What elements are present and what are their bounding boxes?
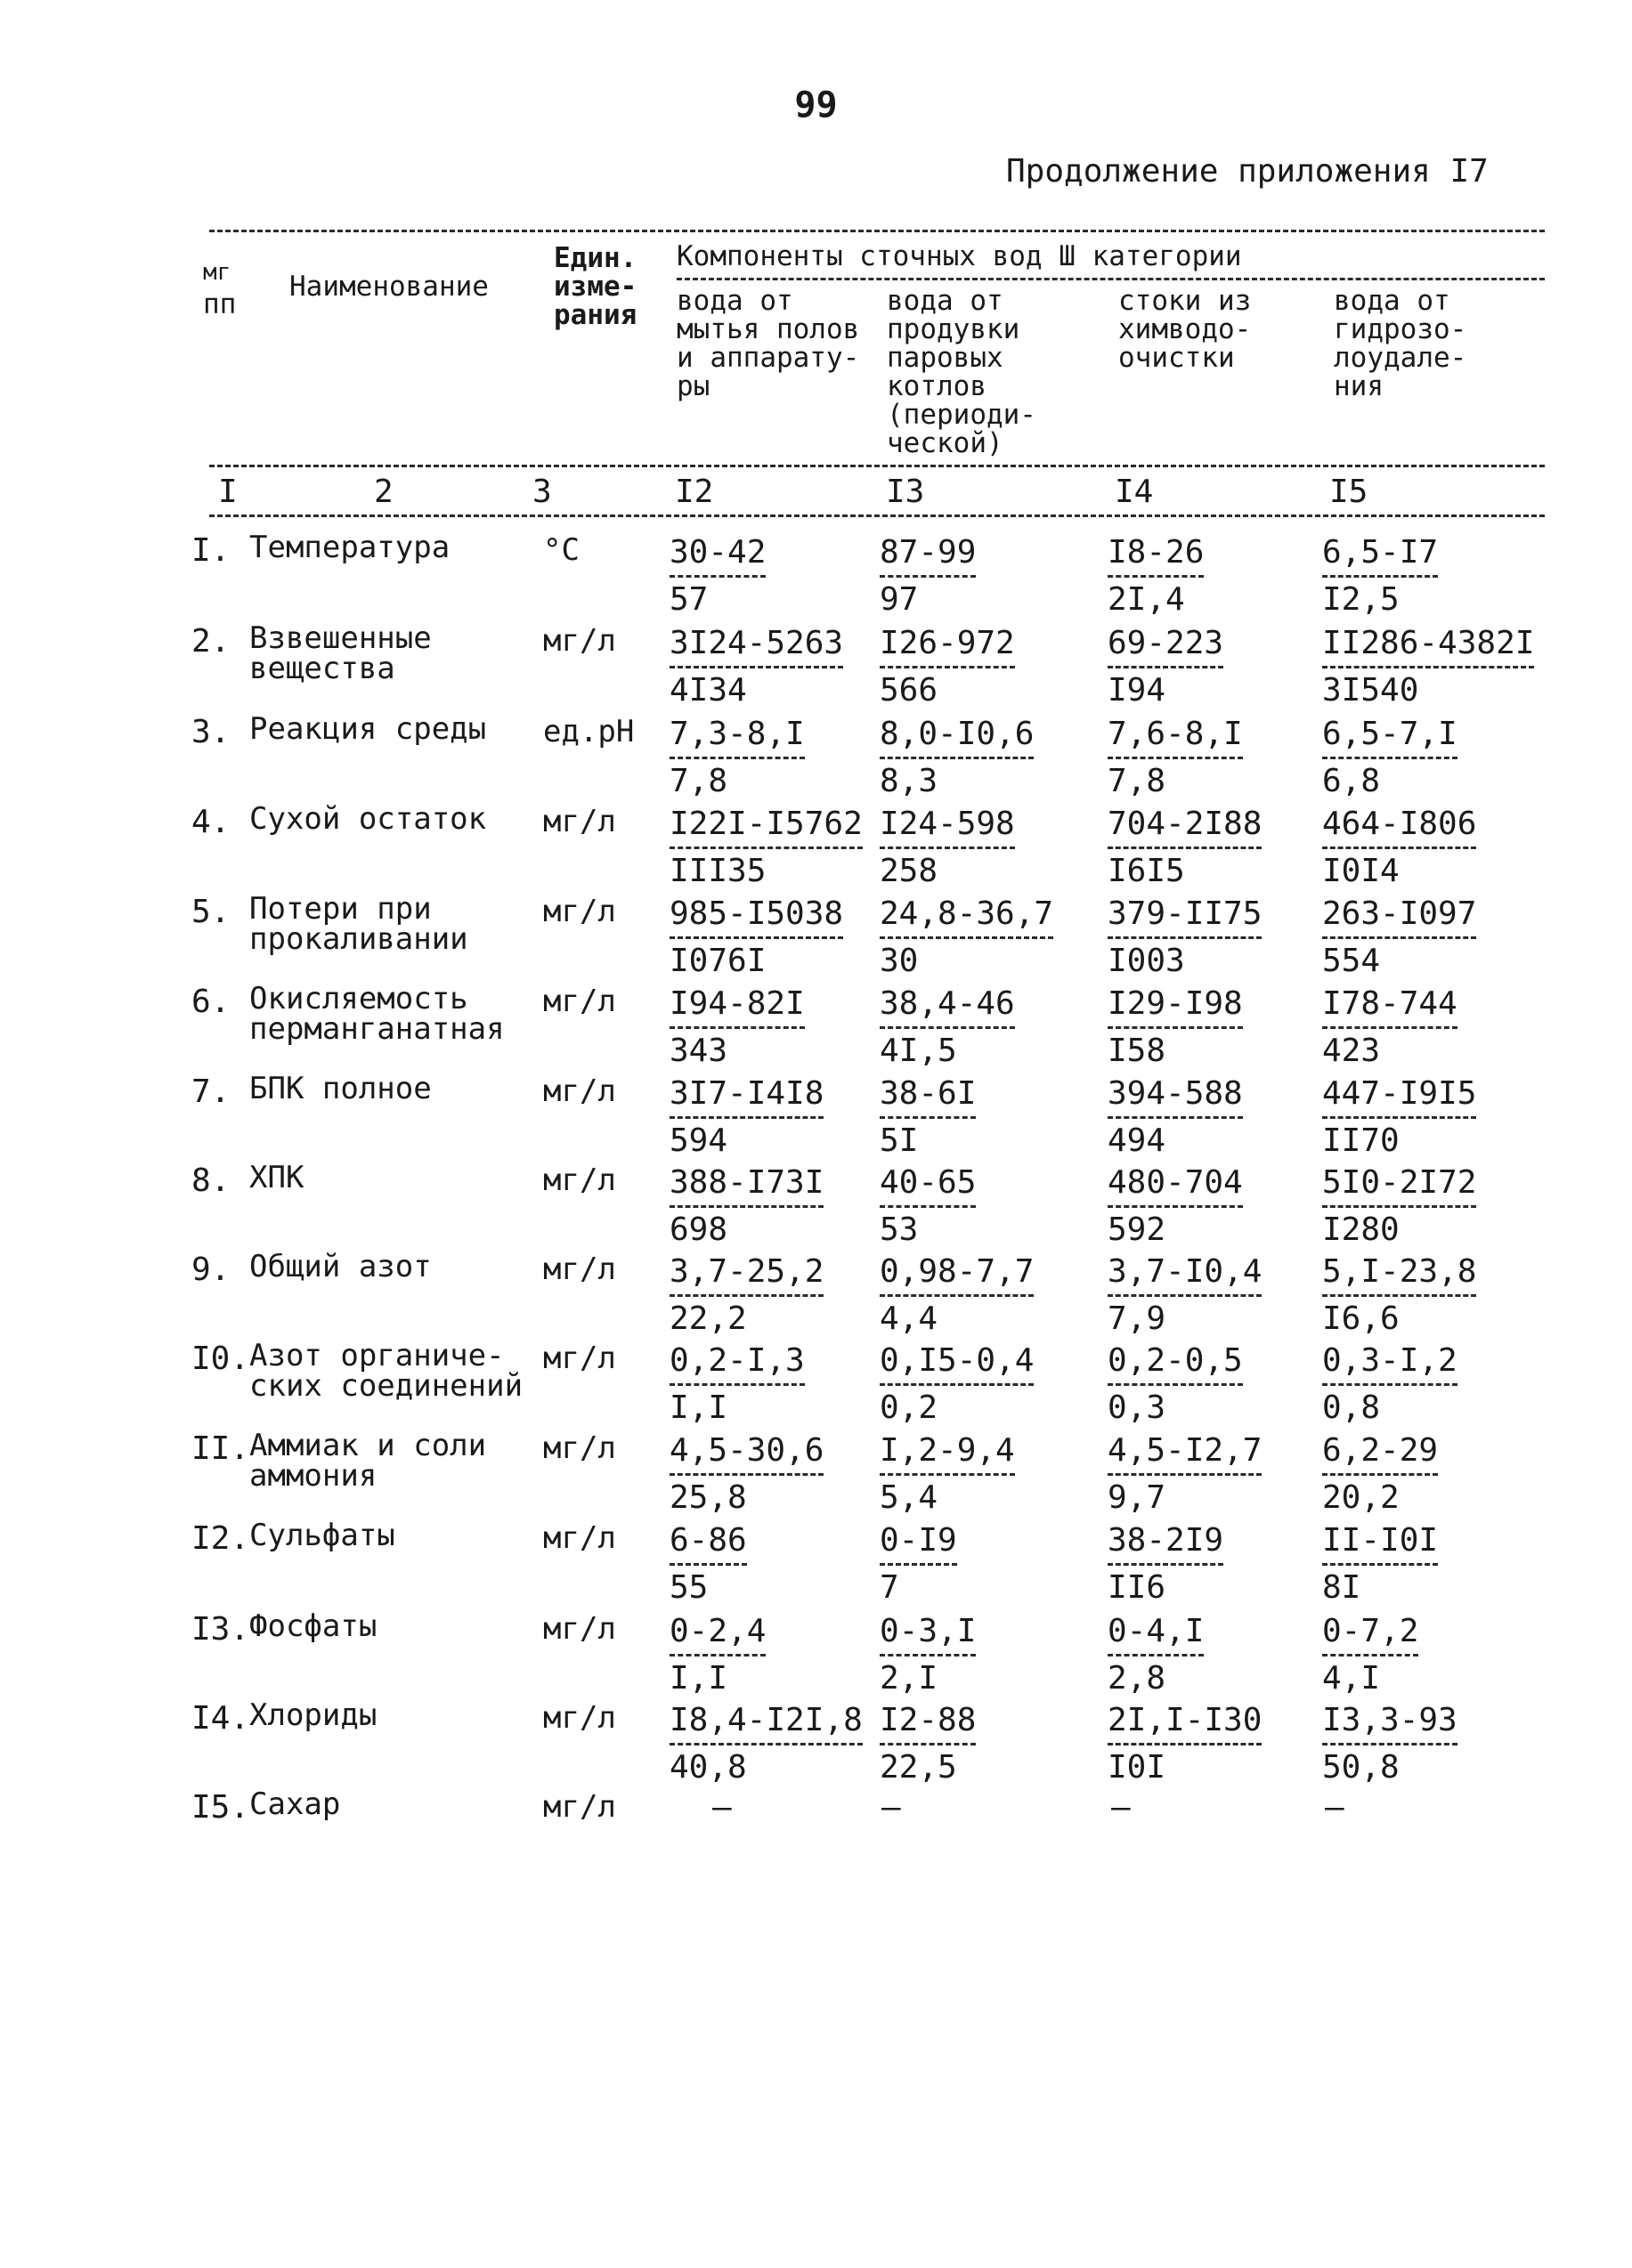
cell: I78-744 423 bbox=[1322, 985, 1457, 1069]
table-row bbox=[0, 1251, 1632, 1341]
row-name: Температура bbox=[249, 530, 451, 565]
row-number: 9. bbox=[191, 1251, 231, 1288]
cell: 0,2-0,5 0,3 bbox=[1108, 1342, 1243, 1426]
cell: 0-7,2 4,I bbox=[1322, 1613, 1419, 1697]
row-unit: ед.рН bbox=[543, 714, 635, 749]
column-header-boiler-blowdown: вода от продувки паровых котлов (периоди- ческой) bbox=[887, 285, 1036, 459]
row-unit: мг/л bbox=[543, 623, 616, 659]
row-name: Сахар bbox=[249, 1786, 341, 1822]
cell: 40-65 53 bbox=[880, 1164, 977, 1248]
table-row bbox=[0, 1073, 1632, 1162]
row-name: Взвешенные вещества bbox=[249, 620, 432, 686]
cell: 6,2-29 20,2 bbox=[1322, 1432, 1439, 1516]
cell: I2-88 22,5 bbox=[880, 1702, 977, 1786]
cell: 704-2I88 I6I5 bbox=[1108, 806, 1263, 889]
cell: 379-II75 I003 bbox=[1108, 895, 1263, 979]
cell: 480-704 592 bbox=[1108, 1164, 1243, 1248]
table-row bbox=[0, 981, 1632, 1073]
table-row bbox=[0, 620, 1632, 712]
table-row bbox=[0, 532, 1632, 621]
cell: I26-972 566 bbox=[880, 625, 1015, 709]
row-unit: мг/л bbox=[543, 1700, 616, 1736]
cell: 0-3,I 2,I bbox=[880, 1613, 977, 1697]
row-unit: мг/л bbox=[543, 1611, 616, 1647]
page-number: 99 bbox=[794, 85, 838, 126]
cell: I3,3-93 50,8 bbox=[1322, 1702, 1457, 1786]
row-name: Потери при прокаливании bbox=[249, 891, 468, 957]
table-row bbox=[0, 1520, 1632, 1609]
cell: 985-I5038 I076I bbox=[670, 895, 844, 979]
cell: 3I7-I4I8 594 bbox=[670, 1075, 824, 1159]
cell: 2I,I-I30 I0I bbox=[1108, 1702, 1263, 1786]
empty-value: – bbox=[881, 1789, 901, 1826]
row-number: 2. bbox=[191, 623, 231, 660]
row-number: I4. bbox=[191, 1700, 250, 1737]
table-row bbox=[0, 801, 1632, 893]
cell: 3I24-5263 4I34 bbox=[670, 625, 844, 709]
row-number: I. bbox=[191, 532, 231, 569]
row-unit: °С bbox=[543, 532, 580, 568]
cell: 0,98-7,7 4,4 bbox=[880, 1253, 1035, 1337]
row-unit: мг/л bbox=[543, 1162, 616, 1198]
row-unit: мг/л bbox=[543, 1430, 616, 1466]
cell: 8,0-I0,6 8,3 bbox=[880, 716, 1035, 799]
row-unit: мг/л bbox=[543, 1341, 616, 1376]
table-row bbox=[0, 891, 1632, 983]
column-header-ash-removal: вода от гидрозо- лоудале- ния bbox=[1334, 285, 1467, 402]
table-row bbox=[0, 1162, 1632, 1251]
cell: 24,8-36,7 30 bbox=[880, 895, 1054, 979]
row-number: II. bbox=[191, 1430, 250, 1467]
col-index-1: I bbox=[218, 474, 238, 510]
cell: I8-26 2I,4 bbox=[1108, 534, 1205, 618]
header-bottom-rule bbox=[209, 465, 1545, 467]
table-row bbox=[0, 1697, 1632, 1789]
name-header: Наименование bbox=[289, 271, 489, 303]
cell: 6-86 55 bbox=[670, 1522, 747, 1606]
empty-value: – bbox=[1325, 1789, 1344, 1826]
cell: I94-82I 343 bbox=[670, 985, 805, 1069]
row-number: I2. bbox=[191, 1520, 250, 1557]
cell: 3,7-I0,4 7,9 bbox=[1108, 1253, 1263, 1337]
cell: 6,5-7,I 6,8 bbox=[1322, 716, 1457, 799]
table-row bbox=[0, 1786, 1632, 1878]
table-row bbox=[0, 1338, 1632, 1430]
cell: 38-6I 5I bbox=[880, 1075, 977, 1159]
components-header: Компоненты сточных вод Ш категории bbox=[677, 240, 1242, 272]
cell: 464-I806 I0I4 bbox=[1322, 806, 1477, 889]
cell: 69-223 I94 bbox=[1108, 625, 1224, 709]
row-name: ХПК bbox=[249, 1160, 304, 1195]
cell: 4,5-I2,7 9,7 bbox=[1108, 1432, 1263, 1516]
row-name: Сухой остаток bbox=[249, 801, 487, 837]
col-index-12: I2 bbox=[675, 474, 714, 510]
row-name: Фосфаты bbox=[249, 1608, 378, 1644]
row-number: I0. bbox=[191, 1341, 250, 1377]
empty-value: – bbox=[712, 1789, 732, 1826]
cell: II-I0I 8I bbox=[1322, 1522, 1439, 1606]
cell: 0-4,I 2,8 bbox=[1108, 1613, 1205, 1697]
row-number: 6. bbox=[191, 984, 231, 1020]
components-rule bbox=[677, 278, 1545, 280]
col-index-15: I5 bbox=[1329, 474, 1368, 510]
cell: 0,I5-0,4 0,2 bbox=[880, 1342, 1035, 1426]
unit-header: Един. изме- рания bbox=[554, 242, 637, 331]
num-header-1: мг bbox=[203, 259, 231, 286]
row-number: 5. bbox=[191, 894, 231, 930]
row-name: Общий азот bbox=[249, 1249, 432, 1284]
cell: 6,5-I7 I2,5 bbox=[1322, 534, 1439, 618]
cell: II286-4382I 3I540 bbox=[1322, 625, 1535, 709]
cell: 0,2-I,3 I,I bbox=[670, 1342, 805, 1426]
cell: 30-42 57 bbox=[670, 534, 767, 618]
empty-value: – bbox=[1111, 1789, 1131, 1826]
row-unit: мг/л bbox=[543, 894, 616, 929]
row-unit: мг/л bbox=[543, 984, 616, 1019]
cell: I29-I98 I58 bbox=[1108, 985, 1243, 1069]
row-name: Аммиак и соли аммония bbox=[249, 1428, 487, 1494]
row-number: 8. bbox=[191, 1162, 231, 1199]
column-header-floor-wash: вода от мытья полов и аппарату- ры bbox=[677, 285, 860, 402]
cell: 4,5-30,6 25,8 bbox=[670, 1432, 824, 1516]
cell: 7,6-8,I 7,8 bbox=[1108, 716, 1243, 799]
cell: I,2-9,4 5,4 bbox=[880, 1432, 1015, 1516]
appendix-label: Продолжение приложения I7 bbox=[1006, 153, 1489, 190]
row-unit: мг/л bbox=[543, 804, 616, 839]
cell: 394-588 494 bbox=[1108, 1075, 1243, 1159]
cell: 0,3-I,2 0,8 bbox=[1322, 1342, 1457, 1426]
cell: 0-2,4 I,I bbox=[670, 1613, 767, 1697]
cell: 447-I9I5 II70 bbox=[1322, 1075, 1477, 1159]
row-number: 7. bbox=[191, 1073, 231, 1110]
table-top-rule bbox=[209, 230, 1545, 232]
cell: I8,4-I2I,8 40,8 bbox=[670, 1702, 863, 1786]
cell: 3,7-25,2 22,2 bbox=[670, 1253, 824, 1337]
cell: 38,4-46 4I,5 bbox=[880, 985, 1015, 1069]
table-row bbox=[0, 1608, 1632, 1700]
row-unit: мг/л bbox=[543, 1073, 616, 1109]
column-header-chem-treatment: стоки из химводо- очистки bbox=[1118, 285, 1252, 374]
num-header-2: пп bbox=[203, 288, 237, 320]
cell: I24-598 258 bbox=[880, 806, 1015, 889]
cell: 38-2I9 II6 bbox=[1108, 1522, 1224, 1606]
row-name: Сульфаты bbox=[249, 1518, 395, 1553]
row-unit: мг/л bbox=[543, 1251, 616, 1287]
cell: 388-I73I 698 bbox=[670, 1164, 824, 1248]
cell: 5,I-23,8 I6,6 bbox=[1322, 1253, 1477, 1337]
row-number: 3. bbox=[191, 714, 231, 750]
row-unit: мг/л bbox=[543, 1520, 616, 1556]
col-index-2: 2 bbox=[374, 474, 394, 510]
col-index-13: I3 bbox=[886, 474, 925, 510]
row-name: БПК полное bbox=[249, 1071, 432, 1106]
row-number: I3. bbox=[191, 1611, 250, 1648]
col-index-14: I4 bbox=[1115, 474, 1154, 510]
cell: 0-I9 7 bbox=[880, 1522, 957, 1606]
row-name: Реакция среды bbox=[249, 711, 487, 747]
cell: 7,3-8,I 7,8 bbox=[670, 716, 805, 799]
row-unit: мг/л bbox=[543, 1789, 616, 1825]
col-index-3: 3 bbox=[532, 474, 552, 510]
index-bottom-rule bbox=[209, 514, 1545, 517]
cell: I22I-I5762 III35 bbox=[670, 806, 863, 889]
table-row bbox=[0, 711, 1632, 803]
cell: 263-I097 554 bbox=[1322, 895, 1477, 979]
cell: 87-99 97 bbox=[880, 534, 977, 618]
table-row bbox=[0, 1430, 1632, 1519]
row-name: Хлориды bbox=[249, 1697, 378, 1733]
cell: 5I0-2I72 I280 bbox=[1322, 1164, 1477, 1248]
row-name: Азот органиче- ских соединений bbox=[249, 1338, 524, 1404]
row-number: I5. bbox=[191, 1789, 250, 1826]
row-name: Окисляемость перманганатная bbox=[249, 981, 505, 1047]
row-number: 4. bbox=[191, 804, 231, 840]
